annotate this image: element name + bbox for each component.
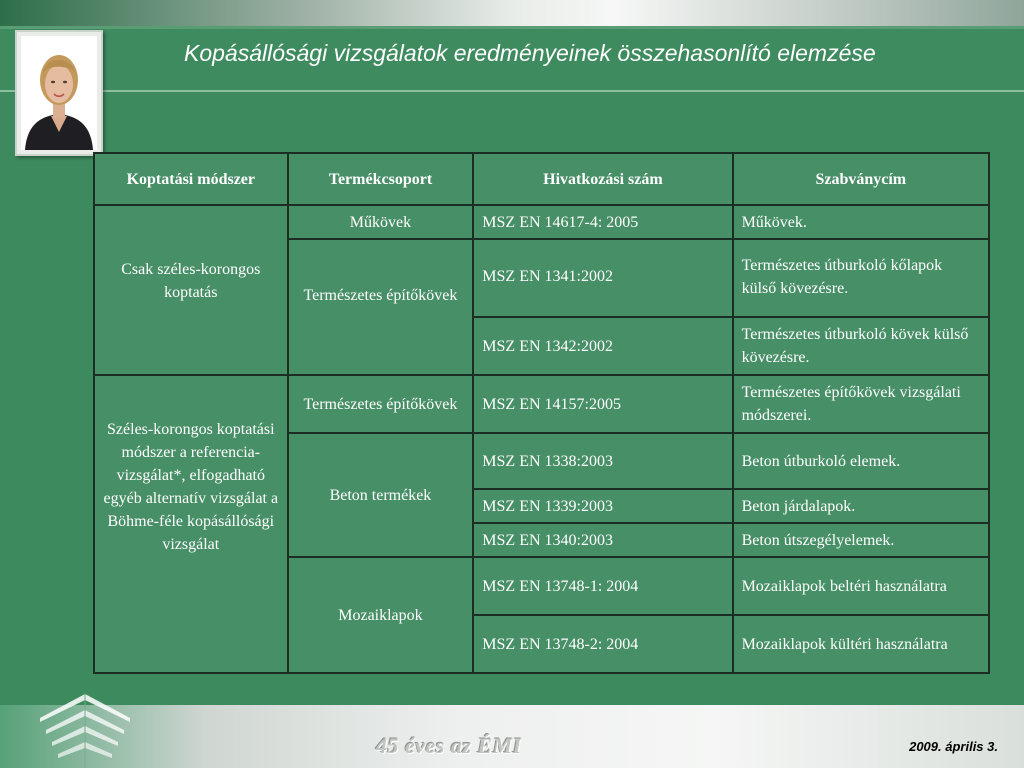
person-icon: [21, 36, 97, 150]
emi-logo-icon: [40, 690, 130, 768]
standards-table: [93, 152, 990, 674]
group-cell: Mozaiklapok: [288, 557, 474, 673]
slide-title: Kopásállósági vizsgálatok eredményeinek összehasonlító elemzése: [184, 40, 876, 66]
reference-cell: MSZ EN 14617-4: 2005: [473, 205, 732, 239]
top-decorative-stripe: [0, 0, 1024, 26]
title-cell: Mozaiklapok beltéri használatra: [733, 557, 989, 615]
title-cell: Beton útszegélyelemek.: [733, 523, 989, 557]
header-reference-number: Hivatkozási szám: [473, 153, 732, 205]
reference-cell: MSZ EN 1340:2003: [473, 523, 732, 557]
table-row: [94, 375, 989, 433]
header-divider: [0, 90, 1024, 92]
header-standard-title: Szabványcím: [733, 153, 989, 205]
title-cell: Műkövek.: [733, 205, 989, 239]
group-cell: Természetes építőkövek: [288, 375, 474, 433]
reference-cell: MSZ EN 1342:2002: [473, 317, 732, 375]
title-cell: Mozaiklapok kültéri használatra: [733, 615, 989, 673]
reference-cell: MSZ EN 1339:2003: [473, 489, 732, 523]
reference-cell: MSZ EN 1338:2003: [473, 433, 732, 489]
method-cell: Széles-korongos koptatási módszer a referencia-vizsgálat*, elfogadható egyéb alternatív vizsgálat a Böhme-féle kopásállósági vizsgálat: [94, 375, 288, 673]
header-method: Koptatási módszer: [94, 153, 288, 205]
reference-cell: MSZ EN 13748-1: 2004: [473, 557, 732, 615]
table-header-row: [94, 153, 989, 205]
group-cell: Műkövek: [288, 205, 474, 239]
slide-date: 2009. április 3.: [909, 739, 998, 754]
method-cell: Csak széles-korongos koptatás: [94, 205, 288, 375]
title-cell: Természetes útburkoló kövek külső kövezésre.: [733, 317, 989, 375]
title-cell: Természetes építőkövek vizsgálati módszerei.: [733, 375, 989, 433]
group-cell: Természetes építőkövek: [288, 239, 474, 375]
title-cell: Természetes útburkoló kőlapok külső kövezésre.: [733, 239, 989, 317]
title-cell: Beton járdalapok.: [733, 489, 989, 523]
header-product-group: Termékcsoport: [288, 153, 474, 205]
reference-cell: MSZ EN 1341:2002: [473, 239, 732, 317]
reference-cell: MSZ EN 14157:2005: [473, 375, 732, 433]
title-cell: Beton útburkoló elemek.: [733, 433, 989, 489]
group-cell: Beton termékek: [288, 433, 474, 557]
anniversary-text: 45 éves az ÉMI: [376, 733, 522, 758]
reference-cell: MSZ EN 13748-2: 2004: [473, 615, 732, 673]
presenter-photo: [15, 30, 103, 156]
table-row: [94, 205, 989, 239]
